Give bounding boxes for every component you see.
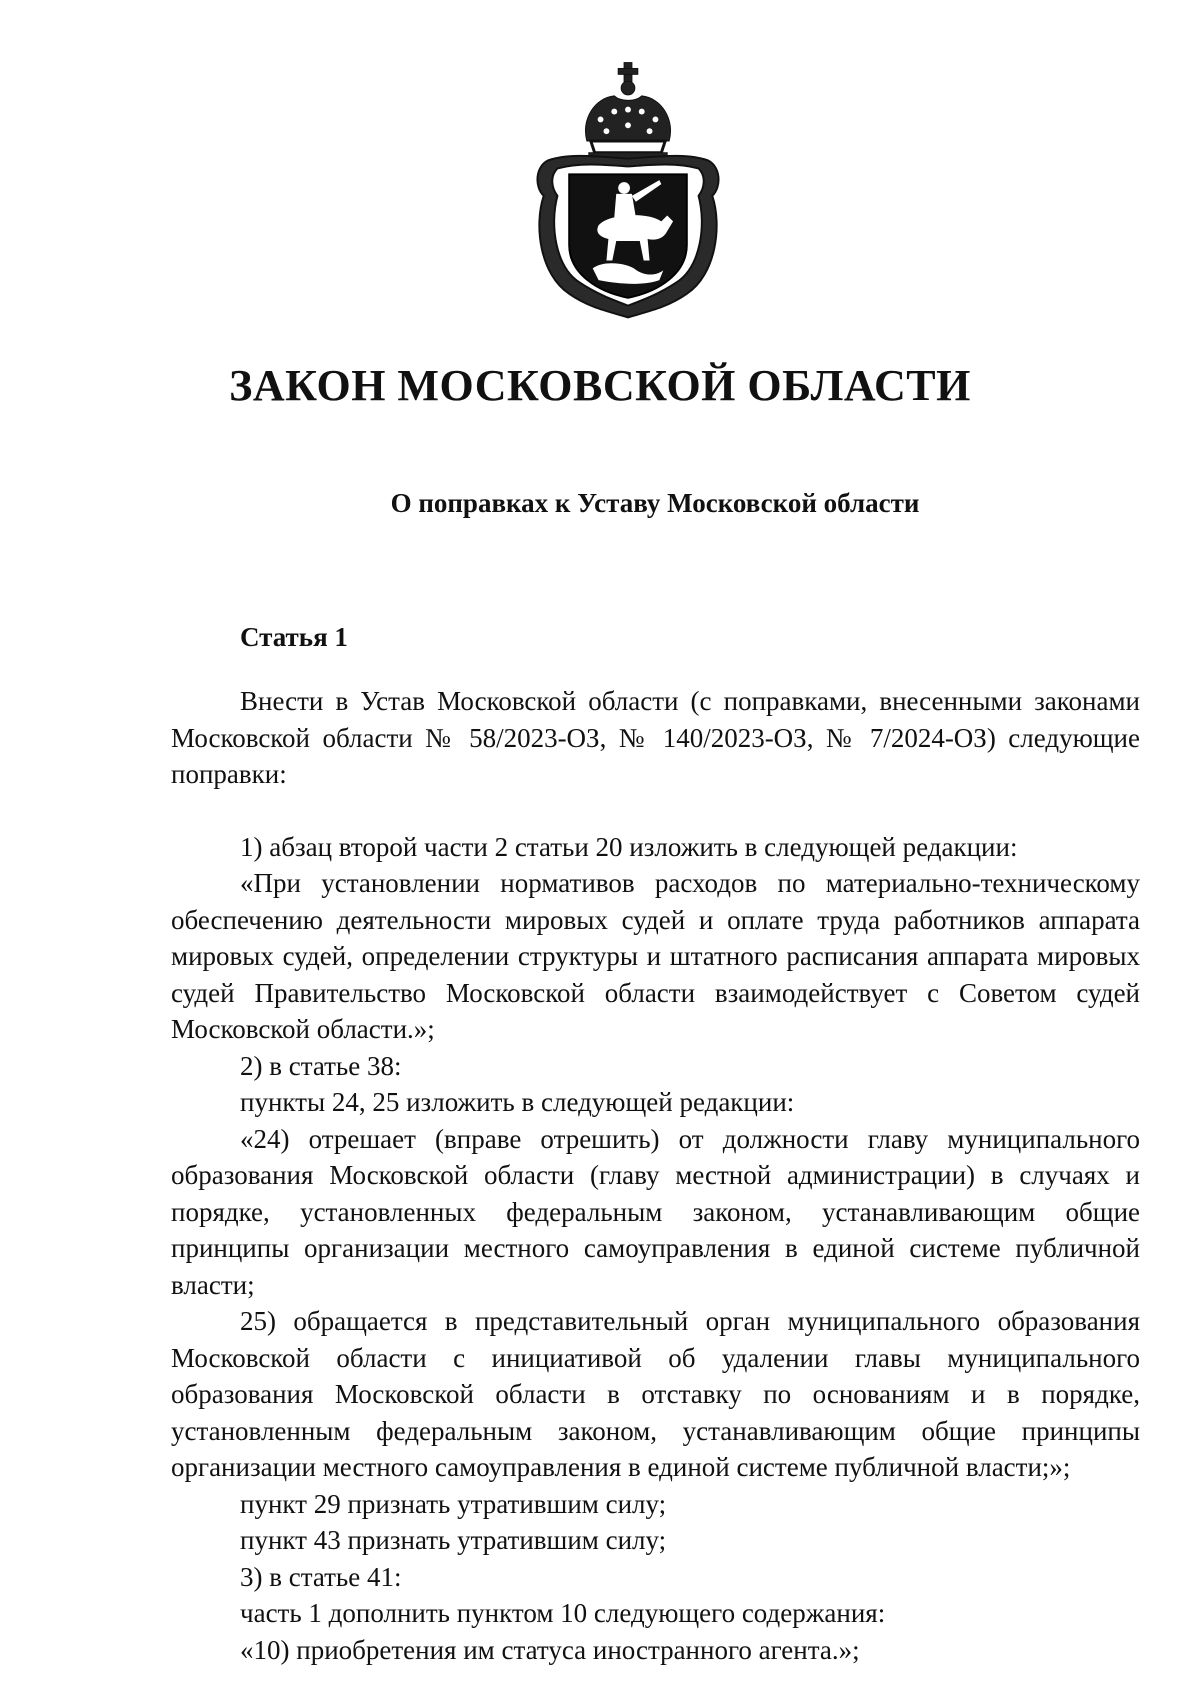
paragraph-point-25: 25) обращается в представительный орган муниципального образования Московской области с инициативой об удалении главы муниципального образования Московской области в отставку по основаниям и в порядке, установленным федеральным законом, устанавливающим общие принципы организации местного самоуправления в единой системе публичной власти;»; bbox=[171, 1306, 1140, 1482]
paragraph-item-2: 2) в статье 38: bbox=[240, 1050, 402, 1081]
paragraph-quote-article-20: «При установлении нормативов расходов по материально-техническому обеспечению деятельности мировых судей и оплате труда работников аппарата мировых судей, определении структуры и штатного расписания аппарата мировых судей Правительство Московской области взаимодействует с Советом судей Московской области.»; bbox=[171, 868, 1140, 1044]
paragraph-intro: Внести в Устав Московской области (с поправками, внесенными законами Московской области № 58/2023-ОЗ, № 140/2023-ОЗ, № 7/2024-ОЗ) следующие поправки: bbox=[171, 686, 1140, 789]
paragraph-item-1: 1) абзац второй части 2 статьи 20 изложить в следующей редакции: bbox=[240, 831, 1018, 862]
paragraph-point-43: пункт 43 признать утратившим силу; bbox=[240, 1525, 667, 1555]
paragraph-point-10: «10) приобретения им статуса иностранного агента.»; bbox=[240, 1634, 860, 1665]
paragraph-part-1: часть 1 дополнить пунктом 10 следующего содержания: bbox=[240, 1598, 886, 1628]
paragraph-item-3: 3) в статье 41: bbox=[240, 1561, 402, 1592]
document-subtitle: О поправках к Уставу Московской области bbox=[390, 488, 920, 518]
paragraph-point-29: пункт 29 признать утратившим силу; bbox=[240, 1488, 667, 1519]
document-title: ЗАКОН МОСКОВСКОЙ ОБЛАСТИ bbox=[229, 361, 971, 410]
paragraph-point-24: «24) отрешает (вправе отрешить) от должности главу муниципального образования Московской области (главу местной администрации) в случаях и порядке, установленных федеральным законом, устанавливающим общие принципы организации местного самоуправления в единой системе публичной власти; bbox=[171, 1123, 1140, 1300]
article-heading: Статья 1 bbox=[240, 622, 348, 652]
article-body bbox=[171, 683, 1140, 1668]
paragraph-points-24-25: пункты 24, 25 изложить в следующей редакции: bbox=[240, 1087, 795, 1117]
coat-of-arms-icon bbox=[530, 58, 726, 320]
